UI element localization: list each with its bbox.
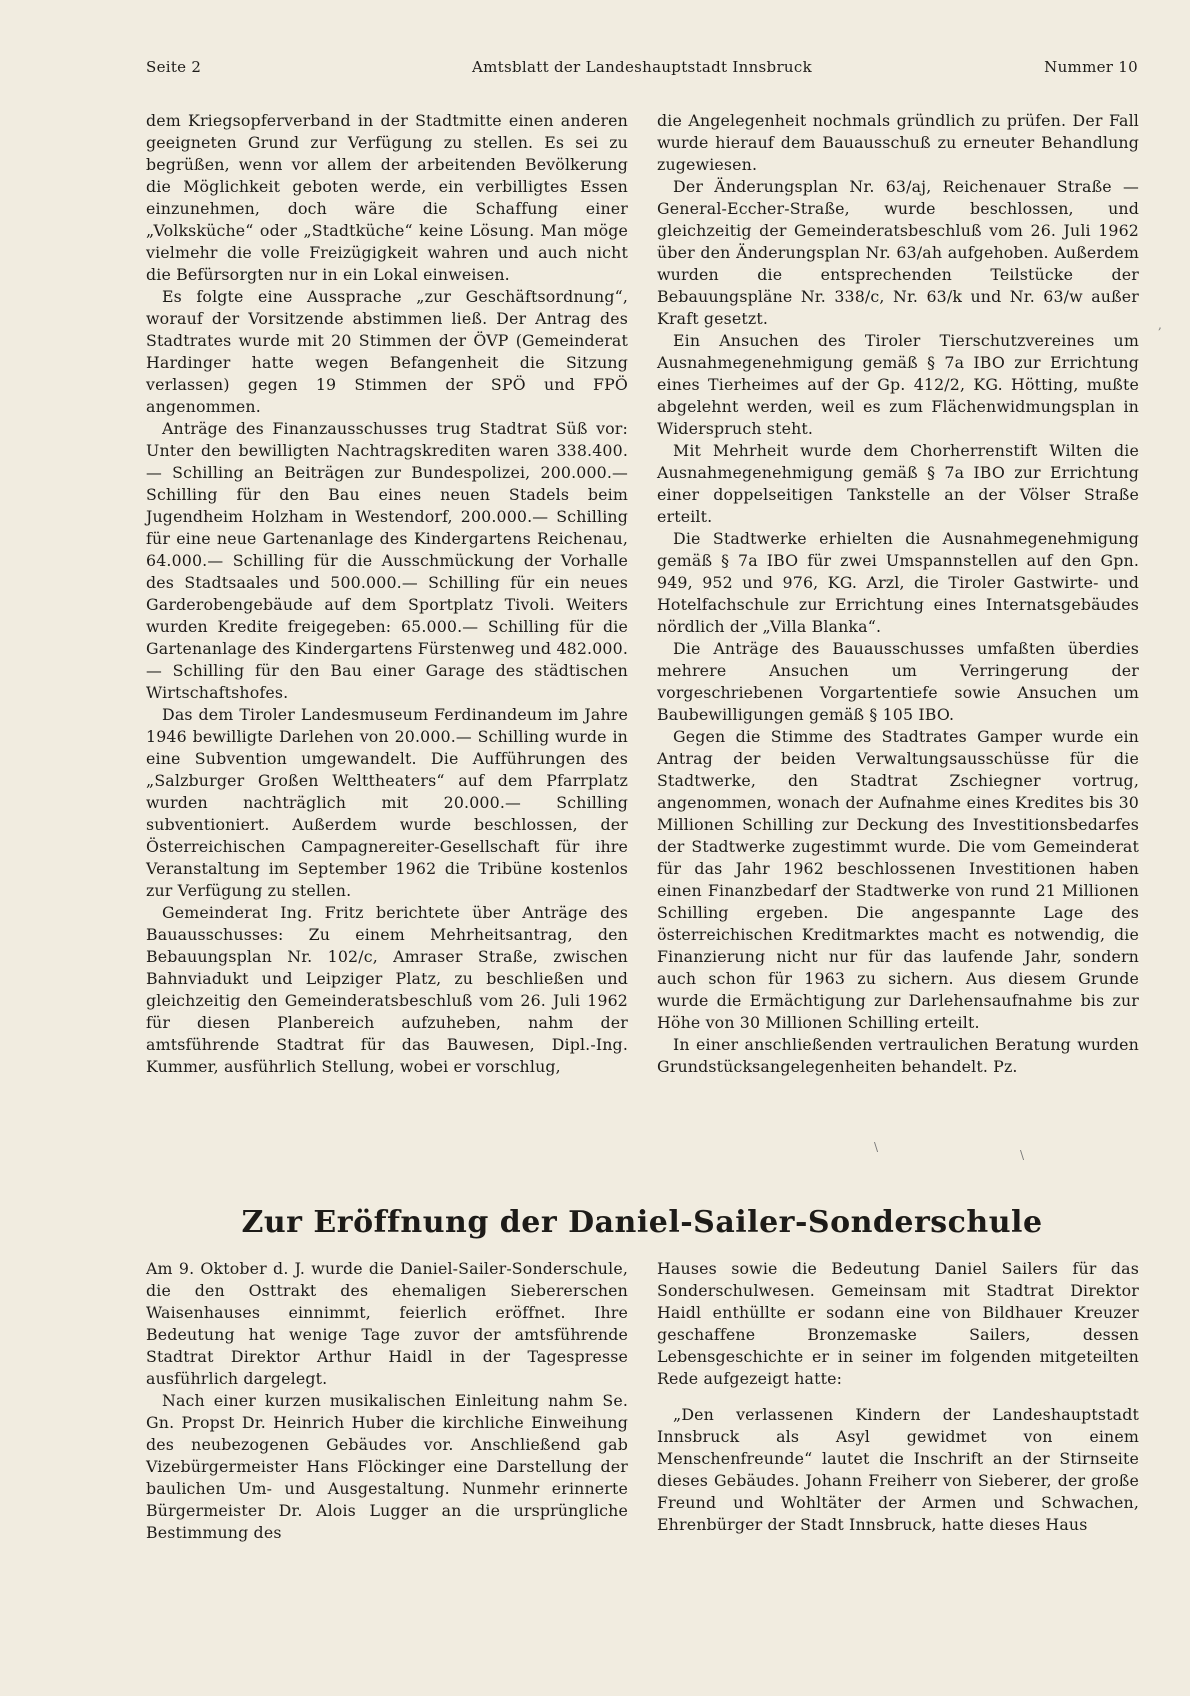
- paragraph: dem Kriegsopferverband in der Stadtmitte einen anderen geeigneten Grund zur Verfügung zu stellen. Es sei zu begrüßen, wenn vor allem der arbeitenden Bevölkerung die Möglichkeit geboten werde, ein verbilligtes Essen einzunehmen, doch wäre die Schaffung einer „Volksküche“ oder „Stadtküche“ keine Lösung. Man möge vielmehr die volle Freizügigkeit wahren und auch nicht die Befürsorgten nur in ein Lokal einweisen.: [146, 111, 628, 284]
- article-headline: Zur Eröffnung der Daniel-Sailer-Sonderschule: [241, 1205, 1043, 1241]
- paragraph: „Den verlassenen Kindern der Landeshauptstadt Innsbruck als Asyl gewidmet von einem Menschenfreunde“ lautet die Inschrift an der Stirnseite dieses Gebäudes. Johann Freiherr von Sieberer, der große Freund und Wohltäter der Armen und Schwachen, Ehrenbürger der Stadt Innsbruck, hatte dieses Haus: [657, 1405, 1139, 1534]
- paragraph: Ein Ansuchen des Tiroler Tierschutzvereines um Ausnahmegenehmigung gemäß § 7a IBO zur Errichtung eines Tierheimes auf der Gp. 412/2, KG. Hötting, mußte abgelehnt werden, weil es zum Flächenwidmungsplan in Widerspruch steht.: [657, 331, 1139, 438]
- paragraph: In einer anschließenden vertraulichen Beratung wurden Grundstücksangelegenheiten behandelt. Pz.: [657, 1035, 1139, 1076]
- paragraph: Anträge des Finanzausschusses trug Stadtrat Süß vor: Unter den bewilligten Nachtragskrediten waren 338.400.— Schilling an Beiträgen zur Bundespolizei, 200.000.— Schilling für den Bau eines neuen Stadels beim Jugendheim Holzham in Westendorf, 200.000.— Schilling für eine neue Gartenanlage des Kindergartens Reichenau, 64.000.— Schilling für die Ausschmückung der Vorhalle des Stadtsaales und 500.000.— Schilling für ein neues Garderobengebäude auf dem Sportplatz Tivoli. Weiters wurden Kredite freigegeben: 65.000.— Schilling für die Gartenanlage des Kindergartens Fürstenweg und 482.000.— Schilling für den Bau einer Garage des städtischen Wirtschaftshofes.: [146, 419, 628, 702]
- paragraph: Der Änderungsplan Nr. 63/aj, Reichenauer Straße —General-Eccher-Straße, wurde beschlossen, und gleichzeitig der Gemeinderatsbeschluß vom 26. Juli 1962 über den Änderungsplan Nr. 63/ah aufgehoben. Außerdem wurden die entsprechenden Teilstücke der Bebauungspläne Nr. 338/c, Nr. 63/k und Nr. 63/w außer Kraft gesetzt.: [657, 177, 1139, 328]
- scan-mark: \: [1020, 1148, 1025, 1162]
- issue-number: Nummer 10: [1044, 58, 1138, 76]
- paragraph: Die Stadtwerke erhielten die Ausnahmegenehmigung gemäß § 7a IBO für zwei Umspannstellen auf den Gpn. 949, 952 und 976, KG. Arzl, die Tiroler Gastwirte- und Hotelfachschule zur Errichtung eines Internatsgebäudes nördlich der „Villa Blanka“.: [657, 529, 1139, 636]
- article-right-column: [657, 1258, 1139, 1536]
- scan-mark: \: [874, 1140, 879, 1154]
- paragraph: Hauses sowie die Bedeutung Daniel Sailers für das Sonderschulwesen. Gemeinsam mit Stadtrat Direktor Haidl enthüllte er sodann eine von Bildhauer Kreuzer geschaffene Bronzemaske Sailers, dessen Lebensgeschichte er in seiner im folgenden mitgeteilten Rede aufgezeigt hatte:: [657, 1259, 1139, 1388]
- paragraph: Das dem Tiroler Landesmuseum Ferdinandeum im Jahre 1946 bewilligte Darlehen von 20.000.— Schilling wurde in eine Subvention umgewandelt. Die Aufführungen des „Salzburger Großen Welttheaters“ auf dem Pfarrplatz wurden nachträglich mit 20.000.— Schilling subventioniert. Außerdem wurde beschlossen, der Österreichischen Campagnereiter-Gesellschaft für ihre Veranstaltung im September 1962 die Tribüne kostenlos zur Verfügung zu stellen.: [146, 705, 628, 900]
- scan-mark: ,: [1158, 318, 1162, 332]
- top-right-column: [657, 110, 1139, 1078]
- article-left-column: [146, 1258, 628, 1544]
- paragraph: Am 9. Oktober d. J. wurde die Daniel-Sailer-Sonderschule, die den Osttrakt des ehemaligen Siebererschen Waisenhauses einnimmt, feierlich eröffnet. Ihre Bedeutung hat wenige Tage zuvor der amtsführende Stadtrat Direktor Arthur Haidl in der Tagespresse ausführlich dargelegt.: [146, 1259, 628, 1388]
- paragraph: Mit Mehrheit wurde dem Chorherrenstift Wilten die Ausnahmegenehmigung gemäß § 7a IBO zur Errichtung einer doppelseitigen Tankstelle an der Völser Straße erteilt.: [657, 441, 1139, 526]
- page-header: [146, 56, 1138, 84]
- paragraph: Es folgte eine Aussprache „zur Geschäftsordnung“, worauf der Vorsitzende abstimmen ließ. Der Antrag des Stadtrates wurde mit 20 Stimmen der ÖVP (Gemeinderat Hardinger hatte wegen Befangenheit die Sitzung verlassen) gegen 19 Stimmen der SPÖ und FPÖ angenommen.: [146, 287, 628, 416]
- top-left-column: [146, 110, 628, 1078]
- page-number: Seite 2: [146, 58, 202, 76]
- paragraph: Die Anträge des Bauausschusses umfaßten überdies mehrere Ansuchen um Verringerung der vorgeschriebenen Vorgartentiefe sowie Ansuchen um Baubewilligungen gemäß § 105 IBO.: [657, 639, 1139, 724]
- paragraph: Nach einer kurzen musikalischen Einleitung nahm Se. Gn. Propst Dr. Heinrich Huber die kirchliche Einweihung des neubezogenen Gebäudes vor. Anschließend gab Vizebürgermeister Hans Flöckinger eine Darstellung der baulichen Um- und Ausgestaltung. Nunmehr erinnerte Bürgermeister Dr. Alois Lugger an die ursprüngliche Bestimmung des: [146, 1391, 628, 1542]
- paragraph: die Angelegenheit nochmals gründlich zu prüfen. Der Fall wurde hierauf dem Bauausschuß zu erneuter Behandlung zugewiesen.: [657, 111, 1139, 174]
- paragraph: Gemeinderat Ing. Fritz berichtete über Anträge des Bauausschusses: Zu einem Mehrheitsantrag, den Bebauungsplan Nr. 102/c, Amraser Straße, zwischen Bahnviadukt und Leipziger Platz, zu beschließen und gleichzeitig den Gemeinderatsbeschluß vom 26. Juli 1962 für diesen Planbereich aufzuheben, nahm der amtsführende Stadtrat für das Bauwesen, Dipl.-Ing. Kummer, ausführlich Stellung, wobei er vorschlug,: [146, 903, 628, 1076]
- paragraph: Gegen die Stimme des Stadtrates Gamper wurde ein Antrag der beiden Verwaltungsausschüsse für die Stadtwerke, den Stadtrat Zschiegner vortrug, angenommen, wonach der Aufnahme eines Kredites bis 30 Millionen Schilling zur Deckung des Investitionsbedarfes der Stadtwerke zugestimmt wurde. Die vom Gemeinderat für das Jahr 1962 beschlossenen Investitionen haben einen Finanzbedarf der Stadtwerke von rund 21 Millionen Schilling ergeben. Die angespannte Lage des österreichischen Kreditmarktes macht es notwendig, die Finanzierung nicht nur für das laufende Jahr, sondern auch schon für 1963 zu sichern. Aus diesem Grunde wurde die Ermächtigung zur Darlehensaufnahme bis zur Höhe von 30 Millionen Schilling erteilt.: [657, 727, 1139, 1032]
- publication-title: Amtsblatt der Landeshauptstadt Innsbruck: [472, 58, 812, 76]
